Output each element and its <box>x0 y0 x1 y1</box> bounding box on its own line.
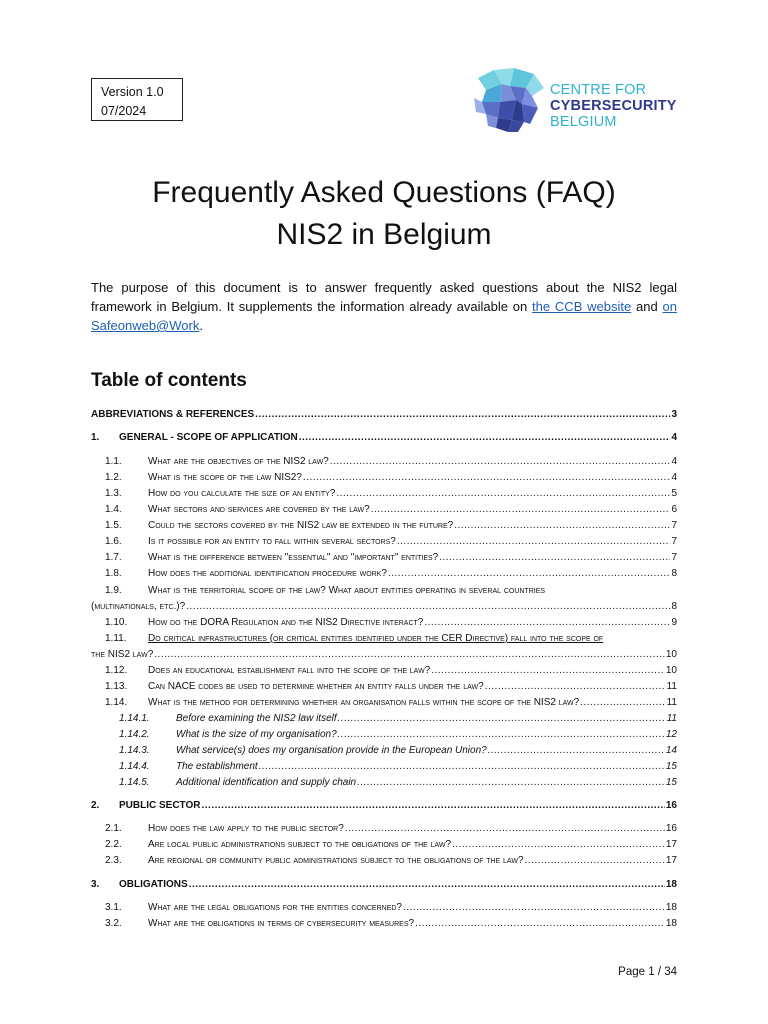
toc-entry-1-14[interactable] <box>91 697 677 708</box>
toc-entry-page: 10 <box>665 665 677 676</box>
toc-entry-page: 4 <box>671 432 677 443</box>
toc-entry-page: 11 <box>666 681 677 692</box>
toc-entry-number: 2.1. <box>105 823 122 834</box>
toc-entry-page: 12 <box>665 729 677 740</box>
toc-entry-number: 1.14.1. <box>119 713 150 724</box>
toc-entry-section-3[interactable] <box>91 879 677 890</box>
toc-entry-number: 1.13. <box>105 681 128 692</box>
toc-entry-number: 1.14. <box>105 697 128 708</box>
toc-entry-section-2[interactable] <box>91 800 677 811</box>
toc-entry-text: Is it possible for an entity to fall within several sectors? <box>148 536 396 547</box>
safeonweb-link[interactable]: on Safeonweb@Work <box>91 299 677 333</box>
toc-entry-text: What are the objectives of the NIS2 law? <box>148 456 329 467</box>
toc-entry-number: 1.7. <box>105 552 122 563</box>
toc-entry-page: 17 <box>665 855 677 866</box>
toc-entry-text: What are the legal obligations for the entities concerned? <box>148 902 402 913</box>
version-date: 07/2024 <box>101 104 147 118</box>
logo-line-2: CYBERSECURITY <box>550 98 677 114</box>
toc-entry-page: 11 <box>666 713 677 724</box>
logo-line-1: CENTRE FOR <box>550 82 647 98</box>
toc-entry-text: Are regional or community public administrations subject to the obligations of the law? <box>148 855 524 866</box>
toc-entry-number: 1.14.5. <box>119 777 150 788</box>
toc-entry-1-12[interactable] <box>91 665 677 676</box>
toc-entry-number: 1.9. <box>105 585 122 596</box>
toc-entry-text: What is the difference between "essential" and "important" entities? <box>148 552 439 563</box>
toc-entry-number: 1.3. <box>105 488 122 499</box>
ccb-logo-mark-icon <box>472 68 546 134</box>
toc-entry-page: 8 <box>671 601 677 612</box>
toc-entry-number: 3. <box>91 879 100 890</box>
toc-entry-text: How do you calculate the size of an entity? <box>148 488 336 499</box>
toc-entry-number: 1.6. <box>105 536 122 547</box>
toc-entry-1-14-1[interactable] <box>91 713 677 724</box>
toc-entry-number: 2.2. <box>105 839 122 850</box>
toc-entry-text: PUBLIC SECTOR <box>119 800 201 811</box>
toc-entry-number: 1.10. <box>105 617 128 628</box>
toc-heading: Table of contents <box>91 370 247 391</box>
document-title <box>0 172 768 256</box>
toc-entry-number: 1.1. <box>105 456 122 467</box>
toc-entry-page: 10 <box>665 649 677 660</box>
toc-entry-1-1[interactable] <box>91 456 677 467</box>
toc-entry-2-1[interactable] <box>91 823 677 834</box>
toc-entry-number: 1.2. <box>105 472 122 483</box>
toc-entry-page: 18 <box>665 879 677 890</box>
toc-entry-1-11-continued[interactable] <box>91 649 677 660</box>
toc-entry-text: the NIS2 law? <box>91 649 154 660</box>
toc-entry-text: The establishment <box>176 761 258 772</box>
toc-entry-number: 1. <box>91 432 100 443</box>
ccb-logo <box>472 68 682 134</box>
toc-entry-number: 2.3. <box>105 855 122 866</box>
toc-entry-1-14-2[interactable] <box>91 729 677 740</box>
toc-entry-2-3[interactable] <box>91 855 677 866</box>
toc-entry-text: How do the DORA Regulation and the NIS2 Directive interact? <box>148 617 424 628</box>
toc-entry-page: 9 <box>671 617 677 628</box>
toc-entry-page: 7 <box>671 520 677 531</box>
toc-entry-text: What are the obligations in terms of cybersecurity measures? <box>148 918 415 929</box>
version-number: Version 1.0 <box>101 85 164 99</box>
toc-entry-section-1[interactable] <box>91 432 677 443</box>
toc-entry-3-1[interactable] <box>91 902 677 913</box>
toc-entry-page: 7 <box>671 536 677 547</box>
toc-entry-2-2[interactable] <box>91 839 677 850</box>
toc-entry-number: 1.4. <box>105 504 122 515</box>
toc-entry-number: 1.12. <box>105 665 128 676</box>
toc-entry-page: 3 <box>671 409 677 420</box>
toc-entry-text: What is the territorial scope of the law? What about entities operating in several countries <box>148 585 546 596</box>
toc-entry-1-9-continued[interactable] <box>91 601 677 612</box>
toc-entry-1-14-5[interactable] <box>91 777 677 788</box>
toc-entry-page: 6 <box>671 504 677 515</box>
toc-entry-page: 16 <box>665 800 677 811</box>
toc-entry-number: 1.14.2. <box>119 729 150 740</box>
toc-entry-page: 8 <box>671 568 677 579</box>
toc-entry-number: 1.11. <box>105 633 127 644</box>
toc-entry-page: 7 <box>671 552 677 563</box>
intro-paragraph <box>91 278 677 335</box>
ccb-website-link[interactable]: the CCB website <box>532 299 632 314</box>
toc-entry-text: Do critical infrastructures (or critical entities identified under the CER Directive) fall into the scope of <box>148 633 604 644</box>
page-number: Page 1 / 34 <box>618 966 677 978</box>
toc-entry-1-5[interactable] <box>91 520 677 531</box>
toc-entry-1-7[interactable] <box>91 552 677 563</box>
toc-entry-1-4[interactable] <box>91 504 677 515</box>
toc-entry-text: GENERAL - SCOPE OF APPLICATION <box>119 432 298 443</box>
toc-entry-number: 1.5. <box>105 520 122 531</box>
intro-text-before: The purpose of this document is to answer frequently asked questions about the NIS2 legal framework in Belgium. It supplements the information already available on <box>91 280 677 314</box>
toc-entry-text: What is the size of my organisation? <box>176 729 337 740</box>
toc-entry-text: Are local public administrations subject to the obligations of the law? <box>148 839 452 850</box>
title-line-1: Frequently Asked Questions (FAQ) <box>152 176 616 209</box>
toc-entry-number: 1.8. <box>105 568 122 579</box>
toc-entry-abbreviations[interactable] <box>91 409 677 420</box>
toc-entry-text: Additional identification and supply chain <box>176 777 357 788</box>
toc-entry-page: 14 <box>665 745 677 756</box>
toc-entry-page: 5 <box>671 488 677 499</box>
toc-entry-text: Before examining the NIS2 law itself <box>176 713 337 724</box>
toc-entry-text: ABBREVIATIONS & REFERENCES <box>91 409 255 420</box>
toc-entry-text: Could the sectors covered by the NIS2 law be extended in the future? <box>148 520 454 531</box>
intro-text-after: . <box>199 318 203 333</box>
title-line-2: NIS2 in Belgium <box>276 218 492 251</box>
version-box <box>91 78 183 121</box>
toc-entry-page: 18 <box>665 918 677 929</box>
toc-entry-1-8[interactable] <box>91 568 677 579</box>
toc-entry-page: 17 <box>665 839 677 850</box>
toc-entry-text: (multinationals, etc.)? <box>91 601 186 612</box>
toc-entry-1-13[interactable] <box>91 681 677 692</box>
toc-entry-text: What sectors and services are covered by the law? <box>148 504 370 515</box>
toc-entry-3-2[interactable] <box>91 918 677 929</box>
toc-entry-text: How does the law apply to the public sector? <box>148 823 344 834</box>
toc-entry-page: 4 <box>671 472 677 483</box>
toc-entry-text: How does the additional identification procedure work? <box>148 568 387 579</box>
toc-entry-1-14-4[interactable] <box>91 761 677 772</box>
intro-text-middle: and <box>631 299 663 314</box>
toc-entry-number: 1.14.3. <box>119 745 150 756</box>
toc-entry-1-9[interactable] <box>91 585 677 596</box>
toc-entry-number: 1.14.4. <box>119 761 150 772</box>
toc-entry-page: 16 <box>665 823 677 834</box>
toc-entry-number: 3.2. <box>105 918 122 929</box>
toc-entry-1-10[interactable] <box>91 617 677 628</box>
toc-entry-number: 3.1. <box>105 902 122 913</box>
toc-entry-page: 15 <box>665 761 677 772</box>
toc-entry-1-2[interactable] <box>91 472 677 483</box>
toc-entry-page: 15 <box>665 777 677 788</box>
toc-entry-page: 18 <box>665 902 677 913</box>
toc-entry-text: OBLIGATIONS <box>119 879 188 890</box>
toc-entry-text: Does an educational establishment fall into the scope of the law? <box>148 665 431 676</box>
toc-entry-text: What service(s) does my organisation provide in the European Union? <box>176 745 487 756</box>
toc-entry-1-11[interactable] <box>91 633 677 644</box>
toc-entry-1-3[interactable] <box>91 488 677 499</box>
toc-entry-1-6[interactable] <box>91 536 677 547</box>
toc-entry-1-14-3[interactable] <box>91 745 677 756</box>
toc-entry-page: 4 <box>671 456 677 467</box>
toc-entry-text: What is the scope of the law NIS2? <box>148 472 302 483</box>
logo-line-3: BELGIUM <box>550 114 617 130</box>
toc-entry-number: 2. <box>91 800 100 811</box>
toc-entry-page: 11 <box>666 697 677 708</box>
toc-entry-text: What is the method for determining whether an organisation falls within the scope of the NIS2 law? <box>148 697 580 708</box>
toc-entry-text: Can NACE codes be used to determine whether an entity falls under the law? <box>148 681 484 692</box>
